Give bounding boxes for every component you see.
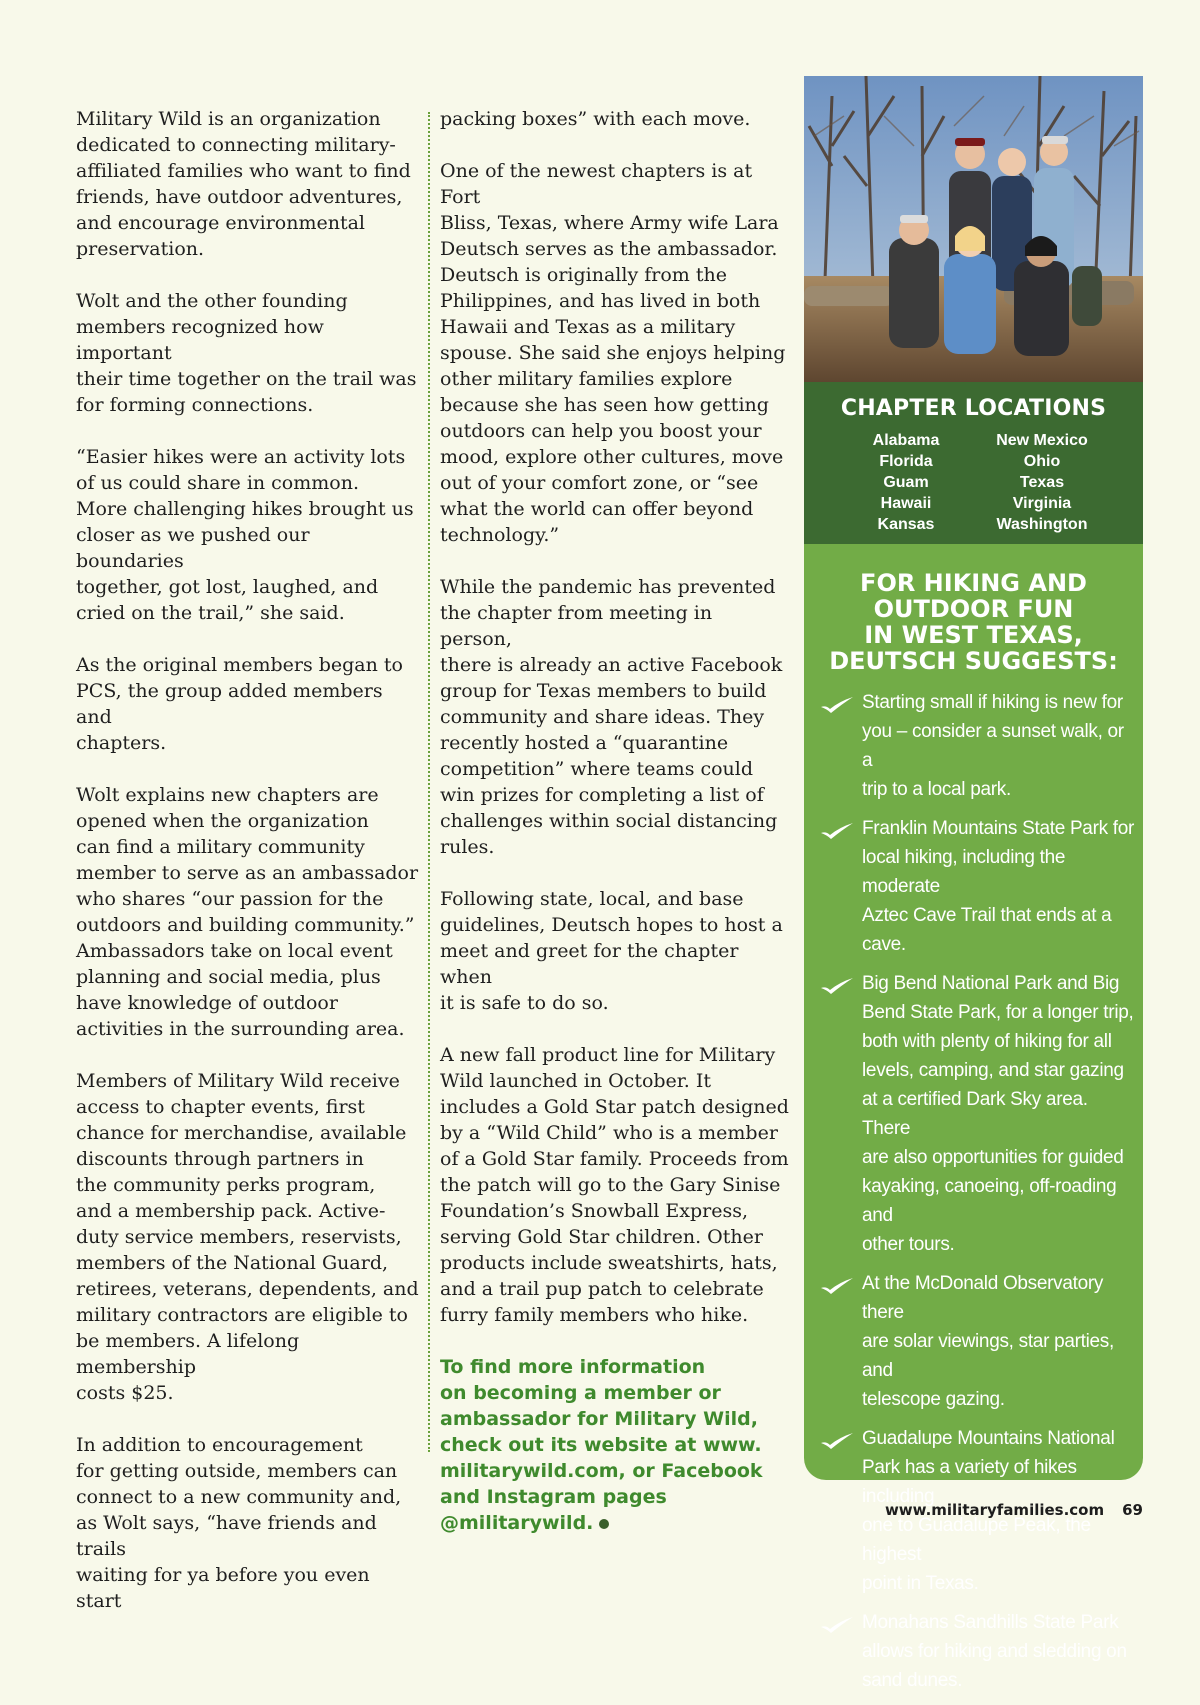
- checkmark-icon: [820, 977, 854, 995]
- article-paragraph: Wolt explains new chapters are opened when the organization can find a military community member to serve as an ambassador who shares “our passion for the outdoors and building community.” Ambassadors take on local event planning and social media, plus have knowledge of outdoor activities in the surrounding area.: [76, 784, 419, 1040]
- chapter-locations-box: [804, 382, 1143, 544]
- location-item: Ohio: [1023, 453, 1061, 470]
- location-item: Kansas: [877, 516, 935, 533]
- suggestion-item: [804, 688, 1143, 804]
- column-divider: [428, 112, 430, 1452]
- locations-left-list: [844, 430, 968, 535]
- photo-illustration: [804, 76, 1143, 382]
- suggestion-item: [804, 969, 1143, 1259]
- article-paragraph: Members of Military Wild receive access to chapter events, first chance for merchandise, available discounts through partners in the community perks program, and a membership pack. Active- duty service members, reservists, members of the National Guard, retirees, veterans, dependents, and military contractors are eligible to be members. A lifelong membership costs $25.: [76, 1070, 419, 1404]
- article-paragraph: packing boxes” with each move.: [440, 108, 751, 130]
- article-paragraph: A new fall product line for Military Wild launched in October. It includes a Gold Star patch designed by a “Wild Child” who is a member of a Gold Star family. Proceeds from the patch will go to the Gary Sinise Foundation’s Snowball Express, serving Gold Star children. Other products include sweatshirts, hats, and a trail pup patch to celebrate furry family members who hike.: [440, 1044, 789, 1326]
- article-paragraph: “Easier hikes were an activity lots of us could share in common. More challenging hikes brought us closer as we pushed our boundaries together, got lost, laughed, and cried on the trail,” she said.: [76, 446, 414, 624]
- article-paragraph: As the original members began to PCS, the group added members and chapters.: [76, 654, 403, 754]
- suggestion-text: Franklin Mountains State Park for local hiking, including the moderate Aztec Cave Trail that ends at a cave.: [862, 818, 1135, 955]
- suggestion-text: Big Bend National Park and Big Bend State Park, for a longer trip, both with plenty of hiking for all levels, camping, and star gazing at a certified Dark Sky area. There are also opportunities for guided kayaking, canoeing, off-roading and other tours.: [862, 973, 1134, 1255]
- article-paragraph: Following state, local, and base guidelines, Deutsch hopes to host a meet and greet for the chapter when it is safe to do so.: [440, 888, 783, 1014]
- checkmark-icon: [820, 1277, 854, 1295]
- suggestion-text: Monahans Sandhills State Park allows for hiking and sledding on sand dunes.: [862, 1612, 1127, 1691]
- cta-text: To find more information on becoming a member or ambassador for Military Wild, check out its website at www. militarywild.com, or Facebook and Instagram pages @militarywild.: [440, 1356, 763, 1534]
- article-paragraph: Military Wild is an organization dedicated to connecting military- affiliated families who want to find friends, have outdoor adventures, and encourage environmental preservation.: [76, 108, 411, 260]
- article-left-column: [76, 106, 421, 1640]
- chapter-locations-title: CHAPTER LOCATIONS: [840, 396, 1107, 421]
- location-item: Florida: [879, 453, 933, 470]
- footer-url: www.militaryfamilies.com: [884, 1501, 1105, 1519]
- locations-right-list: [980, 430, 1104, 535]
- suggestion-item: [804, 1608, 1143, 1695]
- checkmark-icon: [820, 696, 854, 714]
- group-hiking-photo: [804, 76, 1143, 382]
- article-paragraph: One of the newest chapters is at Fort Bliss, Texas, where Army wife Lara Deutsch serves as the ambassador. Deutsch is originally from the Philippines, and has lived in both Hawaii and Texas as a military spouse. She said she enjoys helping other military families explore because she has seen how getting outdoors can help you boost your mood, explore other cultures, move out of your comfort zone, or “see what the world can offer beyond technology.”: [440, 160, 786, 546]
- article-paragraph: In addition to encouragement for getting outside, members can connect to a new community and, as Wolt says, “have friends and trails waiting for ya before you even start: [76, 1434, 402, 1612]
- page-footer: [885, 1501, 1143, 1519]
- article-middle-column: [440, 106, 790, 1562]
- suggestions-list: [804, 688, 1143, 1705]
- suggestions-title: FOR HIKING AND OUTDOOR FUN IN WEST TEXAS, DEUTSCH SUGGESTS:: [829, 569, 1118, 675]
- location-item: New Mexico: [996, 432, 1088, 449]
- page-number: 69: [1122, 1501, 1143, 1519]
- article-paragraph: While the pandemic has prevented the chapter from meeting in person, there is already an active Facebook group for Texas members to build community and share ideas. They recently hosted a “quarantine competition” where teams could win prizes for completing a list of challenges within social distancing rules.: [440, 576, 783, 858]
- suggestion-item: [804, 814, 1143, 959]
- suggestion-text: Starting small if hiking is new for you – consider a sunset walk, or a trip to a local park.: [862, 692, 1124, 800]
- location-item: Virginia: [1012, 495, 1072, 512]
- end-mark-icon: [599, 1519, 609, 1529]
- location-item: Washington: [996, 516, 1088, 533]
- article-paragraph: Wolt and the other founding members recognized how important their time together on the trail was for forming connections.: [76, 290, 417, 416]
- checkmark-icon: [820, 1432, 854, 1450]
- location-item: Texas: [1019, 474, 1065, 491]
- checkmark-icon: [820, 822, 854, 840]
- cta-paragraph: [440, 1354, 790, 1536]
- suggestion-item: [804, 1269, 1143, 1414]
- location-item: Hawaii: [880, 495, 932, 512]
- checkmark-icon: [820, 1616, 854, 1634]
- location-item: Guam: [883, 474, 929, 491]
- suggestion-text: At the McDonald Observatory there are solar viewings, star parties, and telescope gazing.: [862, 1273, 1114, 1410]
- location-item: Alabama: [872, 432, 940, 449]
- suggestion-text: Guadalupe Mountains National Park has a variety of hikes including one to Guadalupe Peak, the highest point in Texas.: [862, 1428, 1115, 1594]
